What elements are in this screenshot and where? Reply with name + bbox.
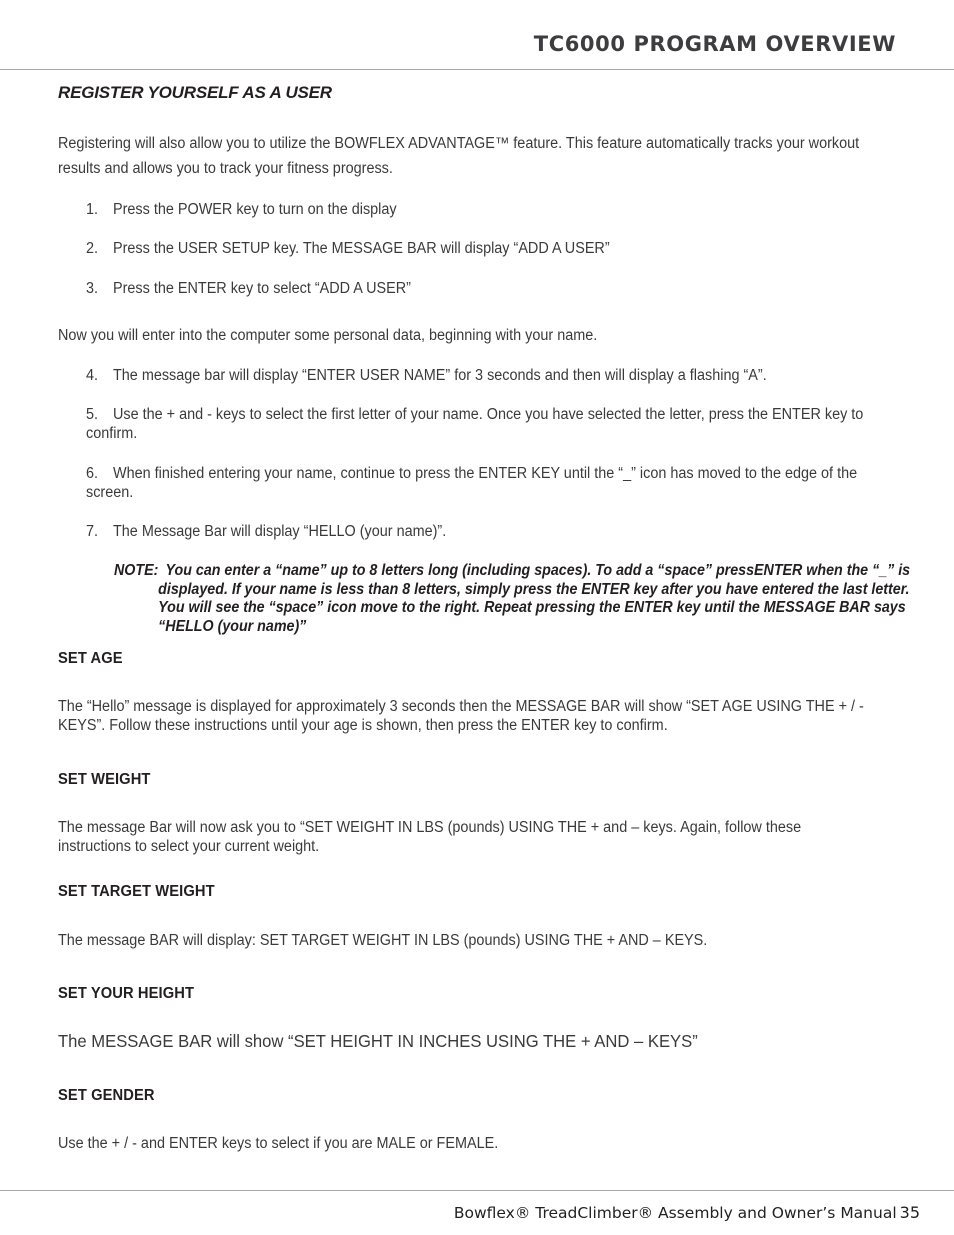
page-header-title: TC6000 PROGRAM OVERVIEW	[533, 32, 896, 56]
heading-set-weight: SET WEIGHT	[58, 771, 151, 788]
heading-set-age: SET AGE	[58, 650, 123, 667]
list-item-text: Use the + and - keys to select the first letter of your name. Once you have selected the letter, press the ENTER key to confirm.	[86, 406, 864, 442]
heading-set-target-weight: SET TARGET WEIGHT	[58, 883, 215, 900]
list-item-text: Press the USER SETUP key. The MESSAGE BAR will display “ADD A USER”	[112, 240, 610, 257]
list-item-number: 5.	[86, 406, 99, 423]
section-title-register: REGISTER YOURSELF AS A USER	[58, 83, 332, 102]
list-item-number: 7.	[86, 523, 99, 540]
heading-set-gender: SET GENDER	[58, 1087, 155, 1104]
list-item-number: 6.	[86, 465, 99, 482]
list-item-number: 3.	[86, 280, 99, 297]
set-height-paragraph: The MESSAGE BAR will show “SET HEIGHT IN INCHES USING THE + AND – KEYS”	[58, 1031, 698, 1051]
list-item-text: Press the POWER key to turn on the display	[112, 201, 397, 218]
list-item-number: 1.	[86, 201, 99, 218]
list-item	[86, 279, 886, 298]
list-item	[86, 522, 886, 541]
header-divider	[0, 69, 954, 70]
set-age-paragraph: The “Hello” message is displayed for approximately 3 seconds then the MESSAGE BAR will show “SET AGE USING THE + / - KEYS”. Follow these instructions until your age is shown, then press the ENTER key to confirm.	[58, 698, 864, 734]
set-weight-paragraph: The message Bar will now ask you to “SET WEIGHT IN LBS (pounds) USING THE + and – keys. Again, follow these instructions to select your current weight.	[58, 819, 802, 855]
list-item	[86, 366, 886, 385]
page-number: 35	[899, 1203, 920, 1222]
list-item	[86, 464, 886, 502]
list-item-number: 2.	[86, 240, 99, 257]
list-item	[86, 200, 886, 219]
note-block	[114, 562, 936, 636]
list-item	[86, 405, 886, 443]
footer-divider	[0, 1190, 954, 1191]
list-item	[86, 239, 886, 258]
set-target-weight-paragraph: The message BAR will display: SET TARGET WEIGHT IN LBS (pounds) USING THE + AND – KEYS.	[58, 932, 708, 949]
list-item-number: 4.	[86, 367, 99, 384]
note-label: NOTE:	[114, 562, 159, 579]
footer-manual-title: Bowflex® TreadClimber® Assembly and Owner’s Manual	[453, 1204, 897, 1222]
list-item-text: The message bar will display “ENTER USER NAME” for 3 seconds and then will display a flashing “A”.	[112, 367, 767, 384]
set-gender-paragraph: Use the + / - and ENTER keys to select if you are MALE or FEMALE.	[58, 1135, 499, 1152]
note-text: You can enter a “name” up to 8 letters long (including spaces). To add a “space” pressENTER when the “_” is displayed. If your name is less than 8 letters, simply press the ENTER key after you have entered the last letter. You will see the “space” icon move to the right. Repeat pressing the ENTER key until the MESSAGE BAR says “HELLO (your name)”	[158, 562, 911, 635]
register-intro-paragraph: Registering will also allow you to utilize the BOWFLEX ADVANTAGE™ feature. This feature automatically tracks your workout results and allows you to track your fitness progress.	[58, 135, 860, 177]
page-footer	[454, 1203, 920, 1222]
list-item-text: When finished entering your name, continue to press the ENTER KEY until the “_” icon has moved to the edge of the screen.	[86, 465, 858, 501]
list-item-text: Press the ENTER key to select “ADD A USER”	[112, 280, 411, 297]
list-item-text: The Message Bar will display “HELLO (your name)”.	[112, 523, 447, 540]
personal-data-paragraph: Now you will enter into the computer some personal data, beginning with your name.	[58, 327, 598, 344]
heading-set-height: SET YOUR HEIGHT	[58, 985, 195, 1002]
